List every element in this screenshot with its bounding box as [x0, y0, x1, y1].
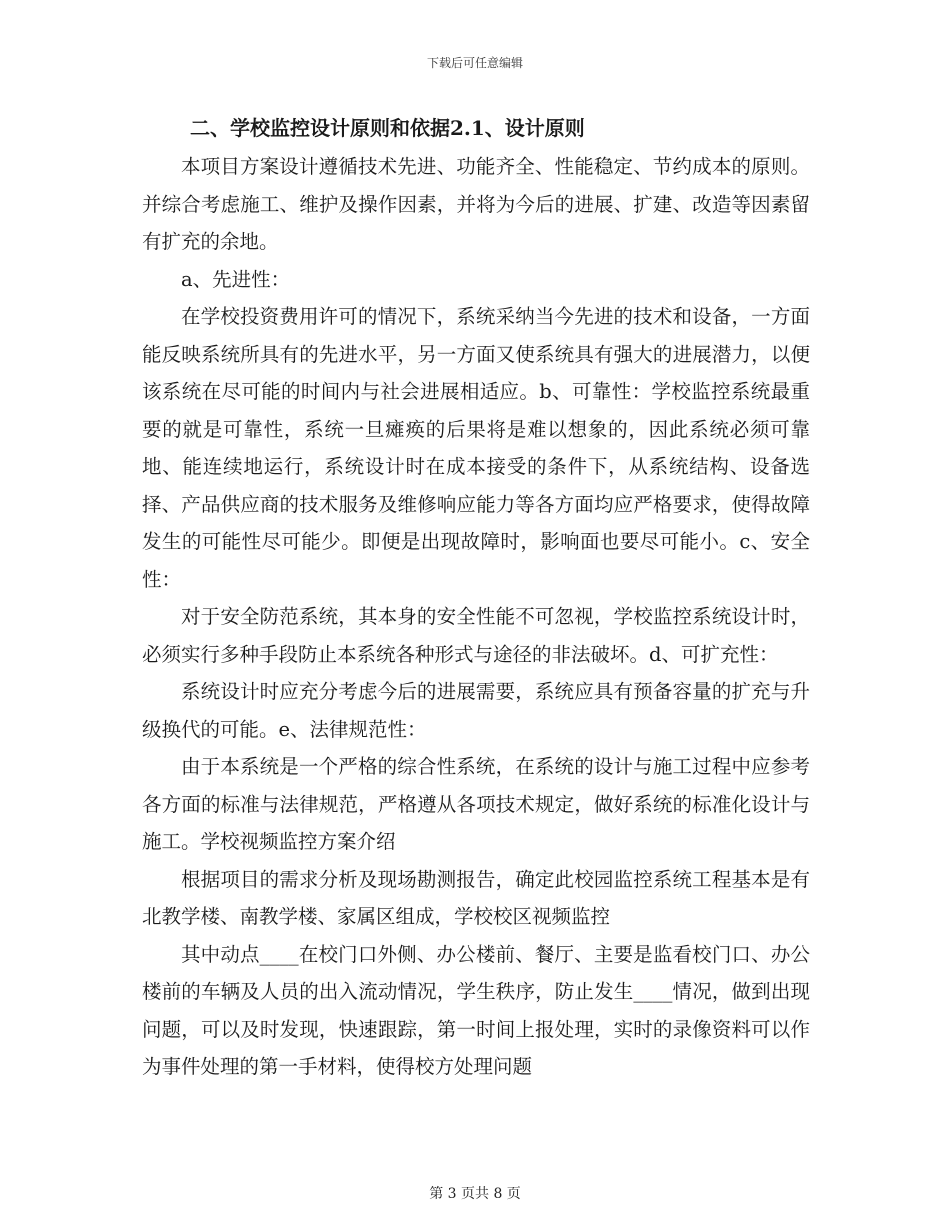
page-footer: 第 3 页共 8 页 — [429, 1186, 521, 1202]
paragraph-moving-points: 其中动点____在校门口外侧、办公楼前、餐厅、主要是监看校门口、办公楼前的车辆及人员的出入流动情况，学生秩序，防止发生____情况，做到出现问题，可以及时发现，快速跟踪，第一时间上报处理，实时的录像资料可以作为事件处理的第一手材料，使得校方处理问题 — [142, 942, 810, 1078]
paragraph-security: 对于安全防范系统，其本身的安全性能不可忽视，学校监控系统设计时，必须实行多种手段防止本系统各种形式与途径的非法破坏。d、可扩充性： — [142, 605, 810, 666]
document-body — [142, 112, 810, 1086]
paragraph-requirements: 根据项目的需求分析及现场勘测报告，确定此校园监控系统工程基本是有北教学楼、南教学楼、家属区组成，学校校区视频监控 — [142, 867, 810, 928]
page-header: 下载后可任意编辑 — [426, 56, 523, 70]
paragraph-advanced: 在学校投资费用许可的情况下，系统采纳当今先进的技术和设备，一方面能反映系统所具有的先进水平，另一方面又使系统具有强大的进展潜力，以便该系统在尽可能的时间内与社会进展相适应。b、可靠性：学校监控系统最重要的就是可靠性，系统一旦瘫痪的后果将是难以想象的，因此系统必须可靠地、能连续地运行，系统设计时在成本接受的条件下，从系统结构、设备选择、产品供应商的技术服务及维修响应能力等各方面均应严格要求，使得故障发生的可能性尽可能少。即便是出现故障时，影响面也要尽可能小。c、安全性： — [142, 305, 810, 591]
section-heading: 二、学校监控设计原则和依据2.1、设计原则 — [190, 116, 585, 140]
paragraph-legal: 由于本系统是一个严格的综合性系统，在系统的设计与施工过程中应参考各方面的标准与法律规范，严格遵从各项技术规定，做好系统的标准化设计与施工。学校视频监控方案介绍 — [142, 755, 810, 853]
paragraph-expandability: 系统设计时应充分考虑今后的进展需要，系统应具有预备容量的扩充与升级换代的可能。e、法律规范性： — [142, 680, 810, 741]
paragraph-intro: 本项目方案设计遵循技术先进、功能齐全、性能稳定、节约成本的原则。并综合考虑施工、维护及操作因素，并将为今后的进展、扩建、改造等因素留有扩充的余地。 — [142, 155, 810, 253]
paragraph-advanced-label: a、先进性： — [181, 267, 291, 291]
